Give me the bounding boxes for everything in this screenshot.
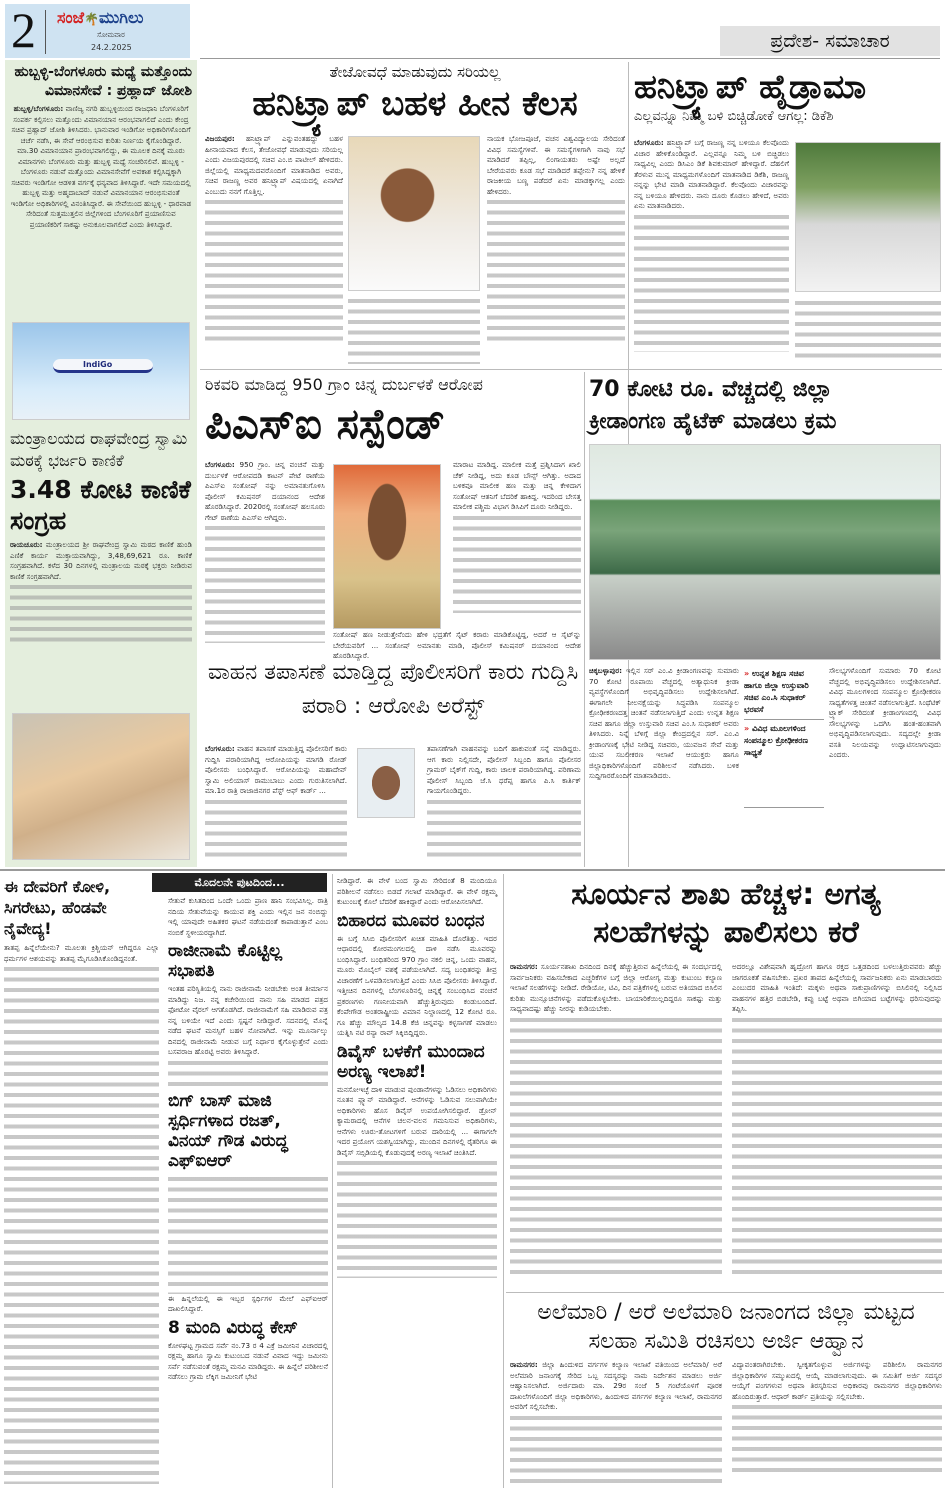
text-lines: [168, 1174, 328, 1294]
psi-body-col3: [453, 460, 581, 625]
psi-santosh-photo: [333, 464, 441, 629]
article-text: ನಾಯಕ ಭೋಜಪೂಜೆ, ವಚನ ವಿಶ್ವವಿದ್ಯಾಲಯ ಸೇರಿದಂತೆ ವಿವಿಧ ಸಮಸ್ಯೆಗಳಿವೆ. ಈ ಸಮಸ್ಯೆಗಳಿಗಾಗಿ ನಾವು ಸಭೆ ಮಾಡಿದರೆ ತಪ್ಪಿಲ್ಲ, ಲಿಂಗಾಯತರು ಅಷ್ಟೇ ಅಲ್ಲದೆ ಬೇರೆಯವರು ಕೂಡ ಸಭೆ ಮಾಡಿದರೆ ತಪ್ಪೇನು? ನನ್ನ ಹೇಳಿಕೆ ರಾಜಕೀಯ ಬಣ್ಣ ಪಡೆದರೆ ಏನು ಮಾಡಕ್ಕಾಗಲ್ಲ ಎಂದು ಹೇಳಿದರು.: [487, 134, 625, 196]
patil-body-col1: [205, 134, 343, 364]
text-lines: [205, 797, 347, 857]
text-lines: [453, 513, 581, 613]
subhead-case: 8 ಮಂದಿ ವಿರುದ್ಧ ಕೇಸ್: [168, 1317, 298, 1338]
highlight-item: [744, 668, 824, 720]
devotees-photo: [12, 713, 190, 860]
logo-left: ಸಂಜೆ: [57, 8, 84, 27]
car-body-col1: [205, 744, 347, 864]
drama-body-col2: [795, 298, 941, 363]
article-text: ಸೂರ್ಯನಶಾಖ ದಿನದಿಂದ ದಿನಕ್ಕೆ ಹೆಚ್ಚುತ್ತಿರುವ ಹಿನ್ನೆಲೆಯಲ್ಲಿ ಈ ಸಂದರ್ಭದಲ್ಲಿ ಸಾರ್ವಜನಿಕರು ವಹಿಸಬೇಕಾದ ಎಚ್ಚರಿಕೆಗಳ ಬಗ್ಗೆ ಜಿಲ್ಲಾ ಆರೋಗ್ಯ ಮತ್ತು ಕುಟುಂಬ ಕಲ್ಯಾಣ ಇಲಾಖೆ ಸಲಹೆಗಳನ್ನು ನೀಡಿದೆ. ರೇಡಿಯೋ, ಟಿವಿ, ದಿನ ಪತ್ರಿಕೆಗಳಲ್ಲಿ ಬರುವ ಅತಿಯಾದ ಬಿಸಿಲಿನ ಕುರಿತು ಮುನ್ಸೂಚನೆಗಳನ್ನು ಪಡೆದುಕೊಳ್ಳಬೇಕು. ಬಾಯಾರಿಕೆಯಿಲ್ಲದಿದ್ದರೂ ಸಾಕಷ್ಟು ಮತ್ತು ಸಾಧ್ಯವಾದಷ್ಟು ಹೆಚ್ಚು ನೀರನ್ನು ಕುಡಿಯಬೇಕು.: [510, 962, 722, 1013]
dateline: ಹುಬ್ಬಳ್ಳಿ/ಬೆಂಗಳೂರು:: [13, 104, 64, 113]
row-divider: [0, 869, 945, 871]
text-lines: [510, 1413, 722, 1483]
text-lines: [10, 582, 192, 642]
masthead: [5, 4, 190, 58]
masthead-divider: [45, 10, 46, 54]
article-text: ಅದರಲ್ಲೂ ವಿಶೇಷವಾಗಿ ಹೃದ್ರೋಗ ಹಾಗೂ ರಕ್ತದ ಒತ್ತಡದಿಂದ ಬಳಲುತ್ತಿರುವವರು ಹೆಚ್ಚು ಜಾಗರೂಕತೆ ವಹಿಸಬೇಕು. ಪ್ರಖರ ತಾಪದ ಹಿನ್ನೆಲೆಯಲ್ಲಿ ಸಾರ್ವಜನಿಕರು ಏನು ಮಾಡಬಾರದು ಎಂಬುದರ ಮಾಹಿತಿ ಇಂತಿದೆ: ಮಕ್ಕಳು ಅಥವಾ ಸಾಕುಪ್ರಾಣಿಗಳನ್ನು ಬಿಸಿಲಿನಲ್ಲಿ ನಿಲ್ಲಿಸಿದ ವಾಹನಗಳ ಹತ್ತಿರ ಬಿಡಬೇಡಿ, ಕಪ್ಪು ಬಟ್ಟೆ ಅಥವಾ ಬಿಗಿಯಾದ ಬಟ್ಟೆಗಳನ್ನು ಧರಿಸುವುದನ್ನು ತಪ್ಪಿಸಿ.: [732, 962, 942, 1013]
masthead-rule: [200, 58, 940, 59]
text-lines: [4, 964, 159, 1484]
highlight-item: [744, 723, 824, 759]
alemari-headline: ಅಲೆಮಾರಿ / ಅರೆ ಅಲೆಮಾರಿ ಜನಾಂಗದ ಜಿಲ್ಲಾ ಮಟ್ಟದ ಸಲಹಾ ಸಮಿತಿ ರಚಿಸಲು ಅರ್ಜಿ ಆಹ್ವಾನ: [537, 1300, 915, 1354]
psi-kicker: ರಿಕವರಿ ಮಾಡಿದ್ದ 950 ಗ್ರಾಂ ಚಿನ್ನ ದುರ್ಬಳಕೆ ಆರೋಪ: [205, 375, 483, 394]
dateline: ಬೆಂಗಳೂರು:: [634, 138, 664, 147]
sun-article: [510, 876, 942, 1288]
dateline: ಬೆಂಗಳೂರು:: [205, 460, 235, 469]
column-divider: [584, 372, 585, 867]
article-text: ಇಂತಹ ಪರಿಸ್ಥಿತಿಯಲ್ಲಿ ನಾನು ರಾಜೀನಾಮೆ ನೀಡಬೇಕು ಅಂತ ತೀರ್ಮಾನ ಮಾಡಿದ್ದು ನಿಜ. ನನ್ನ ಕಚೇರಿಯಿಂದ ನಾನು ಸಹಿ ಮಾಡದ ಪತ್ರದ ಫೋಟೋ ವೈರಲ್ ಆಗತೊಡಗಿದೆ. ರಾಜೀನಾಮೆಗೆ ಸಹಿ ಮಾಡಿರುವ ಪತ್ರ ನನ್ನ ಬಳಿಯೇ ಇದೆ ಎಂದು ಸ್ಪಷ್ಟನೆ ನೀಡಿದ್ದಾರೆ. ಸದನದಲ್ಲಿ ಮೊನ್ನೆ ನಡೆದ ಘಟನೆ ಮನಸ್ಸಿಗೆ ಬಹಳ ನೋವಾಗಿದೆ. ಇನ್ನು ಮೂರ್ನಾಲ್ಕು ದಿನದಲ್ಲಿ ರಾಜೀನಾಮೆ ನೀಡುವ ಬಗ್ಗೆ ನಿರ್ಧಾರ ಕೈಗೊಳ್ಳುತ್ತೇನೆ ಎಂದು ಬಸವರಾಜ ಹೊರಟ್ಟಿ ಅವರು ತಿಳಿಸಿದ್ದಾರೆ.: [168, 984, 328, 1056]
article-text: ಸೇತುವೆ ಕುಸಿತದಿಂದ ಒಂದೇ ಒಂದು ಪ್ರಾಣ ಹಾನಿ ಸಂಭವಿಸಿಲ್ಲ. ರಾತ್ರಿ ನದಿಯ ಸೇತುವೆಯನ್ನು ಕಾಯುವ ಶಕ್ತಿ ಎಂದು ಇಲ್ಲಿನ ಜನ ನಂಬಿದ್ದು ಇಲ್ಲಿ ಯಾವುದೇ ಅಹಿತಕರ ಘಟನೆ ನಡೆಯದಂತೆ ಕಾಪಾಡುತ್ತಾನೆ ಎಂಬ ನಂಬಿಕೆ ಸ್ಥಳೀಯರದ್ದಾಗಿದೆ.: [168, 896, 328, 937]
stadium-article: [589, 374, 941, 868]
patil-body-col2: [348, 296, 480, 364]
day: ಸೋಮವಾರ: [97, 31, 125, 39]
flight-article: [10, 63, 192, 318]
mantralaya-article: [10, 428, 192, 708]
stadium-headline-1: 70 ಕೋಟಿ ರೂ. ವೆಚ್ಚದಲ್ಲಿ ಜಿಲ್ಲಾ: [589, 377, 833, 402]
mantralaya-kicker: ಮಂತ್ರಾಲಯದ ರಾಘವೇಂದ್ರ ಸ್ವಾಮಿ ಮಠಕ್ಕೆ ಭರ್ಜರಿ ಕಾಣಿಕೆ: [10, 429, 188, 470]
stadium-photo: [589, 444, 941, 660]
car-body-col2: [427, 744, 581, 864]
psi-body-col1: [205, 460, 325, 650]
text-lines: [427, 797, 581, 857]
chicken-body: [4, 943, 159, 1483]
front-page-label: ಮೊದಲನೇ ಪುಟದಿಂದ...: [152, 873, 327, 892]
sun-headline: ಸೂರ್ಯನ ಶಾಖ ಹೆಚ್ಚಳ: ಅಗತ್ಯ ಸಲಹೆಗಳನ್ನು ಪಾಲಿಸಲು ಕರೆ: [571, 877, 881, 950]
bullet-icon: »: [744, 724, 750, 733]
article-text: ಈ ಬಗ್ಗೆ ಸಿಸಿಬಿ ಪೊಲೀಸರಿಗೆ ಖಚಿತ ಮಾಹಿತಿ ದೊರೆತಿತ್ತು. ಇದರ ಆಧಾರದಲ್ಲಿ ಕೋರಮಂಗಲದಲ್ಲಿ ದಾಳಿ ನಡೆಸಿ ಮೂವರನ್ನು ಬಂಧಿಸಿದ್ದಾರೆ. ಬಂಧಿತರಿಂದ 970 ಗ್ರಾಂ ನಕಲಿ ಚಿನ್ನ, ಒಂದು ವಾಹನ, ಮೂರು ಮೊಬೈಲ್ ವಶಕ್ಕೆ ಪಡೆಯಲಾಗಿದೆ. ಸದ್ಯ ಬಂಧಿತರನ್ನು ತೀವ್ರ ವಿಚಾರಣೆಗೆ ಒಳಪಡಿಸಲಾಗುತ್ತಿದೆ ಎಂದು ಸಿಸಿಬಿ ಪೊಲೀಸರು ತಿಳಿಸಿದ್ದಾರೆ. ಇತ್ತೀಚಿನ ದಿನಗಳಲ್ಲಿ ಬೆಂಗಳೂರಿನಲ್ಲಿ ಚಿನ್ನಕ್ಕೆ ಸಂಬಂಧಿಸಿದ ವಂಚನೆ ಪ್ರಕರಣಗಳು ಗಣನೀಯವಾಗಿ ಹೆಚ್ಚುತ್ತಿರುವುದು ಕಂಡುಬಂದಿದೆ. ಕೆಂಪೇಗೌಡ ಅಂತರಾಷ್ಟ್ರೀಯ ವಿಮಾನ ನಿಲ್ದಾಣದಲ್ಲಿ 12 ಕೋಟಿ ರೂ. ಗೂ ಹೆಚ್ಚು ಮೌಲ್ಯದ 14.8 ಕೆಜಿ ಚಿನ್ನವನ್ನು ಕಳ್ಳಸಾಗಣೆ ಮಾಡಲು ಯತ್ನಿಸಿ ನಟಿ ರನ್ಯಾ ರಾವ್ ಸಿಕ್ಕಿಬಿದ್ದಿದ್ದರು.: [337, 933, 497, 1037]
article-text: ಹನಿಟ್ರ್ಯಾಪ್ ಬಗ್ಗೆ ರಾಜಣ್ಣ ನನ್ನ ಬಳಿಯೂ ಕೆಲವೊಂದು ವಿಚಾರ ಹೇಳಿಕೊಂಡಿದ್ದಾರೆ. ಎಲ್ಲವನ್ನೂ ನಿಮ್ಮ ಬಳಿ ಬಿಚ್ಚಿಡಲು ಸಾಧ್ಯವಿಲ್ಲ ಎಂದು ಡಿಸಿಎಂ ಡಿಕೆ ಶಿವಕುಮಾರ್ ಹೇಳಿದ್ದಾರೆ. ದೆಹಲಿಗೆ ತೆರಳುವ ಮುನ್ನ ಮಾಧ್ಯಮಗಳೊಂದಿಗೆ ಮಾತನಾಡಿದ ಡಿಕೆಶಿ, ರಾಜಣ್ಣ ನನ್ನನ್ನು ಭೇಟಿ ಮಾಡಿ ಮಾತನಾಡಿದ್ದಾರೆ. ಕೆಲವೊಂದು ವಿಚಾರವನ್ನು ನನ್ನ ಬಳಿಯೂ ಹೇಳಿದರು. ನಾನು ದೂರು ಕೊಡಲು ಹೇಳಿದೆ, ಅವರು ಏನು ಮಾತನಾಡಿದರು.: [634, 138, 789, 210]
car-article: [205, 656, 581, 866]
alemari-body-col2: [732, 1360, 942, 1488]
article-text: ಸೌಲಭ್ಯಗಳೊಂದಿಗೆ ಸುಮಾರು 70 ಕೋಟಿ ವೆಚ್ಚದಲ್ಲಿ ಅಭಿವೃದ್ಧಿಪಡಿಸಲು ಉದ್ದೇಶಿಸಲಾಗಿದೆ. ವಿವಿಧ ಮೂಲಗಳಿಂದ ಸಂಪನ್ಮೂಲ ಕ್ರೋಢೀಕರಣ ಸಾಧ್ಯತೆಗಳತ್ತ ಚಿಂತನೆ ನಡೆಸಲಾಗುತ್ತಿದೆ. ಸಿಂಥೆಟಿಕ್ ಟ್ರ್ಯಾಕ್ ಸೇರಿದಂತೆ ಕ್ರೀಡಾಂಗಣದಲ್ಲಿ ವಿವಿಧ ಸೌಲಭ್ಯಗಳನ್ನು ಒದಗಿಸಿ ಹಂತ-ಹಂತವಾಗಿ ಅಭಿವೃದ್ಧಿಪಡಿಸಲಾಗುವುದು. ಸದ್ಯದಲ್ಲೇ ಕ್ರೀಡಾ ವಸತಿ ನಿಲಯವನ್ನು ಉದ್ಘಾಟಿಸಲಾಗುವುದು ಎಂದರು.: [829, 666, 941, 759]
drama-headline: ಹನಿಟ್ರ್ಯಾಪ್ ಹೈಡ್ರಾಮಾ: [634, 67, 866, 106]
dateline: ಬೆಂಗಳೂರು:: [205, 744, 235, 753]
subhead-bigboss: ಬಿಗ್ ಬಾಸ್ ಮಾಜಿ ಸ್ಪರ್ಧಿಗಳಾದ ರಜತ್, ವಿನಯ್ ಗೌಡ ವಿರುದ್ಧ ಎಫ್ಐಆರ್: [168, 1090, 289, 1171]
text-lines: [487, 197, 625, 347]
psi-headline: ಪಿಎಸ್‌ಐ ಸಸ್ಪೆಂಡ್: [205, 399, 446, 448]
logo: [57, 8, 143, 28]
highlight-text: ವಿವಿಧ ಮೂಲಗಳಿಂದ ಸಂಪನ್ಮೂಲ ಕ್ರೋಢೀಕರಣ ಸಾಧ್ಯತೆ: [744, 724, 809, 757]
text-lines: [732, 1402, 942, 1472]
text-lines: [168, 1058, 328, 1088]
honeytrap-drama-article: [634, 66, 942, 366]
alemari-body-col1: [510, 1360, 722, 1488]
logo-right: ಮುಗಿಲು: [98, 8, 144, 27]
article-text: ಮಾರಾಟ ಮಾಡಿದ್ದ. ಮಾಲೀಕ ಮತ್ತೆ ಪ್ರಶ್ನಿಸಿದಾಗ ಖಾಲಿ ಚೆಕ್ ನೀಡಿದ್ದ, ಅದು ಕೂಡ ಬೌನ್ಸ್ ಆಗಿತ್ತು. ಅದಾದ ಬಳಿಕವೂ ಮಾಲೀಕ ಹಣ ಮತ್ತು ಚಿನ್ನ ಕೇಳಿದಾಗ ಸಂತೋಷ್ ಆತನಿಗೆ ಬೆದರಿಕೆ ಹಾಕಿದ್ದ. ಇದರಿಂದ ಬೇಸತ್ತ ಮಾಲೀಕ ಪಶ್ಚಿಮ ವಿಭಾಗ ಡಿಸಿಪಿಗೆ ದೂರು ನೀಡಿದ್ದರು.: [453, 460, 581, 511]
alemari-article: [510, 1298, 942, 1490]
patil-photo: [348, 136, 480, 291]
mantralaya-headline: 3.48 ಕೋಟಿ ಕಾಣಿಕೆ ಸಂಗ್ರಹ: [10, 475, 191, 535]
palm-icon: 🌴: [83, 12, 99, 26]
dateline: ರಾಮನಗರ:: [510, 1360, 538, 1369]
article-text: ವಿದ್ಯಾವಂತರಾಗಿರಬೇಕು. ಸ್ವೀಕೃತಗೊಳ್ಳುವ ಅರ್ಜಿಗಳನ್ನು ಪರಿಶೀಲಿಸಿ ರಾಮನಗರ ಜಿಲ್ಲಾಧಿಕಾರಿಗಳ ಸಮ್ಮುಖದಲ್ಲಿ ಆಯ್ಕೆ ಮಾಡಲಾಗುವುದು. ಈ ಸಮಿತಿಗೆ ಅರ್ಜಿ ಸದಸ್ಯರ ಆಯ್ಕೆಗೆ ಪಂಗಗಳುವ ಅಥವಾ ತಿರಸ್ಕರಿಸುವ ಅಧಿಕಾರವು ರಾಮನಗರ ಜಿಲ್ಲಾಧಿಕಾರಿಗಳು ಹೊಂದಿರುತ್ತಾರೆ. ಆಧಾರ್ ಕಾರ್ಡ್ ಪ್ರತಿಯನ್ನು ಸಲ್ಲಿಸಬೇಕು.: [732, 1360, 942, 1401]
mantralaya-body: [10, 540, 192, 632]
honeytrap-patil-article: [205, 62, 625, 367]
patil-body-col3: [487, 134, 625, 364]
flight-headline: ಹುಬ್ಬಳ್ಳಿ-ಬೆಂಗಳೂರು ಮಧ್ಯೆ ಮತ್ತೊಂದು ವಿಮಾನಸೇವೆ : ಪ್ರಹ್ಲಾದ್ ಜೋಶಿ: [14, 64, 192, 99]
highlight-text: ಉನ್ನತ ಶಿಕ್ಷಣ ಸಚಿವ ಹಾಗೂ ಜಿಲ್ಲಾ ಉಸ್ತುವಾರಿ ಸಚಿವ ಎಂ.ಸಿ ಸುಧಾಕರ್ ಭರವಸೆ: [744, 669, 809, 714]
chicken-headline: ಈ ದೇವರಿಗೆ ಕೋಳಿ, ಸಿಗರೇಟು, ಹೆಂಡವೇ ನೈವೇದ್ಯ!: [4, 877, 111, 938]
stadium-highlights: [744, 668, 824, 808]
column-divider: [503, 874, 504, 1488]
dateline: ರಾಯಚೂರು:: [10, 540, 43, 549]
bullet-icon: »: [744, 669, 750, 678]
subhead-bihar: ಬಿಹಾರದ ಮೂವರ ಬಂಧನ: [337, 910, 485, 931]
sun-body-col2: [732, 962, 942, 1286]
article-text: ಕೋಳಘಟ್ಟ ಗ್ರಾಮದ ಸರ್ವೆ ನಂ.73 ರ 4 ಎಕ್ರೆ ಜಮೀನಿನ ವಿಚಾರದಲ್ಲಿ ರಕ್ಷಮ್ಮ ಹಾಗೂ ಸ್ವಾಮಿ ಕುಟುಂಬದ ನಡುವೆ ವಿವಾದ ಇದ್ದು ಜಮೀನು ಸರ್ವೆ ನಡೆಸುವಂತೆ ರಕ್ಷಮ್ಮ ಮನವಿ ಮಾಡಿದ್ದರು. ಈ ಹಿನ್ನೆಲೆ ಪರಿಶೀಲನೆ ನಡೆಸಲು ಗ್ರಾಮ ಲೆಕ್ಕಿಗ ಜಮೀನಿಗೆ ಭೇಟಿ: [168, 1340, 328, 1381]
stadium-body-col2: [829, 666, 941, 866]
article-text: ಜಿಲ್ಲಾ ಹಿಂದುಳಿದ ವರ್ಗಗಳ ಕಲ್ಯಾಣ ಇಲಾಖೆ ವತಿಯಿಂದ ಅಲೆಮಾರಿ/ ಅರೆ ಅಲೆಮಾರಿ ಜನಾಂಗಕ್ಕೆ ಸೇರಿದ ಒಬ್ಬ ಸದಸ್ಯರನ್ನು ನಾಮ ನಿರ್ದೇಶನ ಮಾಡಲು ಅರ್ಜಿ ಆಹ್ವಾನಿಸಲಾಗಿದೆ. ಅರ್ಜಿದಾರು ಮಾ. 29ರ ಸಂಜೆ 5 ಗಂಟೆಯೊಳಗೆ ಪೂರಕ ದಾಖಲೆಗಳೊಂದಿಗೆ ಜಿಲ್ಲಾ ಅಧಿಕಾರಿಗಳು, ಹಿಂದುಳಿದ ವರ್ಗಗಳ ಕಲ್ಯಾಣ ಇಲಾಖೆ, ರಾಮನಗರ ಅವರಿಗೆ ಸಲ್ಲಿಸಬೇಕು.: [510, 1360, 722, 1411]
drama-subhead: ಎಲ್ಲವನ್ನೂ ನಿಮ್ಮ ಬಳಿ ಬಿಚ್ಚಿಡೋಕೆ ಆಗಲ್ಲ: ಡಿಕೆಶಿ: [634, 109, 834, 124]
flight-body: [10, 104, 192, 284]
text-lines: [510, 1015, 722, 1275]
article-text: 950 ಗ್ರಾಂ. ಚಿನ್ನ ವಂಚನೆ ಮತ್ತು ದುರ್ಬಳಕೆ ಆರೋಪದಡಿ ಕಾಟನ್ ಪೇಟೆ ಠಾಣೆಯ ಪಿಎಸ್‌ಐ ಸಂತೋಷ್ ನನ್ನು ಅಮಾನತುಗೊಳಿಸಿ ಪೊಲೀಸ್ ಕಮಿಷನರ್ ದಯಾನಂದ ಆದೇಶ ಹೊರಡಿಸಿದ್ದಾರೆ. 2020ರಲ್ಲಿ ಸಂತೋಷ್ ಹಲಸೂರು ಗೇಟ್ ಠಾಣೆಯ ಪಿಎಸ್‌ಐ ಆಗಿದ್ದರು.: [205, 460, 325, 522]
article-text: ಹನಿಟ್ರ್ಯಾಪ್ ಎನ್ನುವಂತಹದ್ದು ಬಹಳ ಹೀನಾಯವಾದ ಕೆಲಸ, ತೇಜೋವಧೆ ಮಾಡುವುದು ಸರಿಯಲ್ಲ ಎಂದು ವಿಜಯಪುರದಲ್ಲಿ ಸಚಿವ ಎಂ.ಬಿ ಪಾಟೀಲ್ ಹೇಳಿದರು. ಜಿಲ್ಲೆಯಲ್ಲಿ ಮಾಧ್ಯಮದವರೊಂದಿಗೆ ಮಾತನಾಡಿದ ಅವರು, ಸಚಿವ ರಾಜಣ್ಣ ಅವರ ಹನಿಟ್ರ್ಯಾಪ್ ವಿಷಯದಲ್ಲಿ ಏನಾಗಿದೆ ಎಂಬುದು ನನಗೆ ಗೊತ್ತಿಲ್ಲ.: [205, 134, 343, 196]
row-divider: [200, 369, 942, 370]
chicken-article: [4, 876, 159, 1488]
article-text: ಮನಸೋಇಚ್ಛೆ ದಾಳಿ ಮಾಡುವ ಪುಂಡಾನೆಗಳನ್ನು ಓಡಿಸಲು ಅಧಿಕಾರಿಗಳು ನೂತನ ಪ್ಲ್ಯಾನ್ ಮಾಡಿದ್ದಾರೆ. ಆನೆಗಳನ್ನು ಓಡಿಸುವ ಸಲುವಾಗಿಯೇ ಅಧಿಕಾರಿಗಳು ಹೊಸ ಡಿವೈಸ್ ಉಪಯೋಗಿಸಲಿದ್ದಾರೆ. ಡ್ರೋನ್ ಕ್ಯಾಮರಾದಲ್ಲಿ ಆನೆಗಳ ಚಲನ-ವಲನ ಗಮನಿಸುವ ಅಧಿಕಾರಿಗಳು, ಆನೆಗಳು ಊರು-ತೋಟಗಳಿಗೆ ಬರುವ ದಾರಿಯಲ್ಲಿ ... ಈಗಾಗಲೇ ಇದರ ಪ್ರಯೋಗ ಯಶಸ್ವಿಯಾಗಿದ್ದು, ಮುಂದಿನ ದಿನಗಳಲ್ಲಿ ರೈತರಿಗೂ ಈ ಡಿವೈಸ್ ಸಬ್ಸಿಡಿಯಲ್ಲಿ ಕೊಡುವುದಕ್ಕೆ ಅರಣ್ಯ ಇಲಾಖೆ ಚಿಂತಿಸಿದೆ.: [337, 1084, 498, 1157]
subhead-speaker: ರಾಜೀನಾಮೆ ಕೊಟ್ಟಿಲ್ಲ ಸಭಾಪತಿ: [168, 941, 283, 981]
subhead-device: ಡಿವೈಸ್ ಬಳಕೆಗೆ ಮುಂದಾದ ಅರಣ್ಯ ಇಲಾಖೆ!: [337, 1041, 485, 1082]
sun-body-col1: [510, 962, 722, 1286]
text-lines: [205, 197, 343, 347]
text-lines: [205, 523, 325, 643]
stadium-body-col1: [589, 666, 739, 866]
psi-body-bottom: [333, 630, 581, 660]
text-lines: [337, 1158, 497, 1278]
airplane-label: IndiGo: [83, 360, 113, 369]
article-text: ನೀಡಿದ್ದಾರೆ. ಈ ವೇಳೆ ಬಂದ ಸ್ವಾಮಿ ಸೇರಿದಂತೆ 8 ಮಂದಿಯೂ ಪರಿಶೀಲನೆ ನಡೆಸಲು ಬಿಡದೆ ಗಲಾಟೆ ಮಾಡಿದ್ದಾರೆ. ಈ ವೇಳೆ ರಕ್ಷಮ್ಮ ಕುಟುಂಬಕ್ಕೆ ಕೊಲೆ ಬೆದರಿಕೆ ಹಾಕಿದ್ದಾರೆ ಎಂದು ಆರೋಪಿಸಲಾಗಿದೆ.: [337, 876, 497, 906]
article-text: ವಾಣಿಜ್ಯ ನಗರಿ ಹುಬ್ಬಳ್ಳಿಯಿಂದ ರಾಜಧಾನಿ ಬೆಂಗಳೂರಿಗೆ ಸಂಪರ್ಕ ಕಲ್ಪಿಸಲು ಮತ್ತೊಂದು ವಿಮಾನಯಾನ ಆರಂಭವಾಗಲಿದೆ ಎಂದು ಕೇಂದ್ರ ಸಚಿವ ಪ್ರಹ್ಲಾದ್ ಜೋಶಿ ತಿಳಿಸಿದರು. ಭಾನುವಾರ ಇಂಡಿಗೋ ಅಧಿಕಾರಿಗಳೊಂದಿಗೆ ಚರ್ಚೆ ನಡೆಸಿ, ಈ ಸೇವೆ ಆರಂಭಿಸುವ ಕುರಿತು ನಿರ್ಣಯ ಕೈಗೊಂಡಿದ್ದಾರೆ. ಮಾ.30 ವಿಮಾನಯಾನ ಪ್ರಾರಂಭವಾಗಲಿದ್ದು, ಈ ಮೂಲಕ ದಿನಕ್ಕೆ ಮೂರು ವಿಮಾನಗಳು ಬೆಂಗಳೂರು ಮತ್ತು ಹುಬ್ಬಳ್ಳಿ ಮಧ್ಯೆ ಸಂಚರಿಸಲಿವೆ. ಹುಬ್ಬಳ್ಳಿ - ಬೆಂಗಳೂರು ನಡುವೆ ಮತ್ತೊಂದು ವಿಮಾನಸೇವೆಗೆ ಅವಕಾಶ ಕಲ್ಪಿಸಿದ್ದಕ್ಕಾಗಿ ಸಚಿವರು ಇಂಡಿಗೋ ಆಡಳಿತ ವರ್ಗಕ್ಕೆ ಧನ್ಯವಾದ ತಿಳಿಸಿದ್ದಾರೆ. ಇದೇ ಸಮಯದಲ್ಲಿ ಹುಬ್ಬಳ್ಳಿ ಮತ್ತು ಅಹ್ಮದಾಬಾದ್ ನಡುವೆ ವಿಮಾನಯಾನ ಆರಂಭಿಸುವಂತೆ ಇಂಡಿಗೋ ಅಧಿಕಾರಿಗಳಲ್ಲಿ ವಿನಂತಿಸಿದ್ದಾರೆ. ಈ ಸೇವೆಯಿಂದ ಹುಬ್ಬಳ್ಳಿ - ಧಾರವಾಡ ಸೇರಿದಂತೆ ಸುತ್ತಮುತ್ತಲಿನ ಜಿಲ್ಲೆಗಳಿಂದ ಬೆಂಗಳೂರಿಗೆ ಪ್ರಯಾಣಿಸುವ ಪ್ರಯಾಣಿಕರಿಗೆ ಸಾಕಷ್ಟು ಅನುಕೂಲವಾಗಲಿದೆ ಎಂದು ತಿಳಿಸಿದ್ದಾರೆ.: [10, 104, 192, 229]
article-text: ಇಲ್ಲಿನ ಸರ್ ಎಂ.ವಿ ಕ್ರೀಡಾಂಗಣವನ್ನು ಸುಮಾರು 70 ಕೋಟಿ ರೂಪಾಯಿ ವೆಚ್ಚದಲ್ಲಿ ಅತ್ಯಾಧುನಿಕ ಕ್ರೀಡಾ ವ್ಯವಸ್ಥೆಗಳೊಂದಿಗೆ ಅಭಿವೃದ್ಧಿಪಡಿಸಲು ಉದ್ದೇಶಿಸಲಾಗಿದೆ. ಈಗಾಗಲೇ ನೀಲನಕ್ಷೆಯನ್ನು ಸಿದ್ಧಪಡಿಸಿ ಸಂಪನ್ಮೂಲ ಕ್ರೋಢೀಕರಣದತ್ತ ಚಿಂತನೆ ನಡೆಸಲಾಗುತ್ತಿದೆ ಎಂದು ಉನ್ನತ ಶಿಕ್ಷಣ ಸಚಿವ ಹಾಗೂ ಜಿಲ್ಲಾ ಉಸ್ತುವಾರಿ ಸಚಿವ ಎಂ.ಸಿ ಸುಧಾಕರ್ ಅವರು ತಿಳಿಸಿದರು. ನಿನ್ನೆ ಬೆಳಿಗ್ಗೆ ಜಿಲ್ಲಾ ಕೇಂದ್ರದಲ್ಲಿನ ಸರ್. ಎಂ.ವಿ ಕ್ರೀಡಾಂಗಣಕ್ಕೆ ಭೇಟಿ ನೀಡಿದ್ದ ಸಚಿವರು, ಯುವಜನ ಸೇವೆ ಮತ್ತು ಯುವ ಸಬಲೀಕರಣ ಇಲಾಖೆ ಆಯುಕ್ತರು ಹಾಗೂ ಜಿಲ್ಲಾಧಿಕಾರಿಗಳೊಂದಿಗೆ ಪರಿಶೀಲನೆ ನಡೆಸಿದರು. ಬಳಿಕ ಸುದ್ದಿಗಾರರೊಂದಿಗೆ ಮಾತನಾಡಿದರು.: [589, 666, 739, 780]
article-text: ವಾಹನ ತಪಾಸಣೆ ಮಾಡುತ್ತಿದ್ದ ಪೊಲೀಸರಿಗೆ ಕಾರು ಗುದ್ದಿಸಿ ಪರಾರಿಯಾಗಿದ್ದ ಆರೋಪಿಯನ್ನು ಮಾಗಡಿ ರೋಡ್ ಪೊಲೀಸರು ಬಂಧಿಸಿದ್ದಾರೆ. ಆರೋಪಿಯನ್ನು ಮಹಾದೇವ್ ಸ್ವಾಮಿ ಅಲಿಯಾಸ್ ರಾಮುಬಾಬು ಎಂದು ಗುರುತಿಸಲಾಗಿದೆ. ಮಾ.1ರ ರಾತ್ರಿ ರಾಜಾಜಿನಗರ ಪೆಸ್ಟ್ ಆಫ್ ಕಾರ್ಡ್ ...: [205, 744, 347, 795]
psi-article: [205, 374, 581, 660]
article-text: ಸಂತೋಷ್ ಹಣ ನೀಡುತ್ತೇನೆಂದು ಹೇಳಿ ಭದ್ರತೆಗೆ ಸೈಟ್ ಕರಾರು ಮಾಡಿಕೊಟ್ಟಿದ್ದ, ಅದರೆ ಆ ಸೈಟ್‌ನ್ನು ಬೇರೆಯವರಿಗೆ ... ಸಂತೋಷ್ ಅಮಾನತು ಮಾಡಿ, ಪೊಲೀಸ್ ಕಮಿಷನರ್ ದಯಾನಂದ ಆದೇಶ ಹೊರಡಿಸಿದ್ದಾರೆ.: [333, 630, 581, 660]
article-text: ಈ ಹಿನ್ನಲೆಯಲ್ಲಿ ಈ ಇಬ್ಬರ ಸ್ಪರ್ಧಿಗಳ ಮೇಲೆ ಎಫ್‌ಐಆರ್ ದಾಖಲಿಸಿದ್ದಾರೆ.: [168, 1293, 328, 1313]
dateline: ರಾಮನಗರ:: [510, 962, 538, 971]
date: 24.2.2025: [91, 43, 132, 52]
airplane-photo: [12, 322, 190, 420]
accused-photo: [357, 748, 415, 818]
drama-body-col1: [634, 138, 789, 363]
article-text: ಮಂತ್ರಾಲಯದ ಶ್ರೀ ರಾಘವೇಂದ್ರ ಸ್ವಾಮಿ ಮಠದ ಕಾಣಿಕೆ ಹುಂಡಿ ಎಣಿಕೆ ಕಾರ್ಯ ಮುಕ್ತಾಯವಾಗಿದ್ದು, 3,48,69,621 ರೂ. ಕಾಣಿಕೆ ಸಂಗ್ರಹವಾಗಿದೆ. ಕಳೆದ 30 ದಿನಗಳಲ್ಲಿ ಮಂತ್ರಾಲಯ ಮಠಕ್ಕೆ ಭಕ್ತರು ನೀಡಿರುವ ಕಾಣಿಕೆ ಸಂಗ್ರಹವಾಗಿದೆ.: [10, 540, 192, 581]
dk-shivakumar-photo: [795, 142, 941, 292]
page-number: 2: [11, 2, 36, 58]
text-lines: [732, 1015, 942, 1275]
text-lines: [634, 212, 789, 352]
column-divider: [332, 874, 333, 1488]
row-divider: [506, 1292, 944, 1293]
continuation-col1: [168, 896, 328, 1488]
article-text: ತಪಾಸಣೆಗಾಗಿ ವಾಹನವನ್ನು ಬದಿಗೆ ಹಾಕುವಂತೆ ಸನ್ನೆ ಮಾಡಿದ್ದರು. ಆಗ ಕಾರು ನಿಲ್ಲಿಸದೇ, ಪೊಲೀಸ್ ಸಿಬ್ಬಂದಿ ಹಾಗೂ ಪೊಲೀಸರ ಗ್ರಾಮರ್ ಬೈಕ್‌ಗೆ ಗುದ್ದಿ, ಕಾರು ಚಾಲಕ ಪರಾರಿಯಾಗಿದ್ದ. ಪರಿಣಾಮ ಪೊಲೀಸ್ ಸಿಬ್ಬಂದಿ ಜೆ.ಸಿ ಧರೆಪ್ಪ ಹಾಗೂ ಪಿ.ಸಿ ಕಾರ್ತಿಕ್ ಗಾಯಗೊಂಡಿದ್ದರು.: [427, 744, 581, 795]
stadium-headline-2: ಕ್ರೀಡಾಂಗಣ ಹೈಟೆಕ್ ಮಾಡಲು ಕ್ರಮ: [589, 409, 837, 434]
dateline: ಚಿಕ್ಕಬಳ್ಳಾಪುರ:: [589, 666, 623, 675]
continuation-col2: [337, 876, 497, 1488]
car-headline: ವಾಹನ ತಪಾಸಣೆ ಮಾಡ್ತಿದ್ದ ಪೊಲೀಸರಿಗೆ ಕಾರು ಗುದ್ದಿಸಿ ಪರಾರಿ : ಆರೋಪಿ ಅರೆಸ್ಟ್: [207, 660, 579, 719]
article-text: ತಾತಪ್ಪ ಹಿನ್ನೆಲೆಯೇನು? ಮೂಲತಃ ಕ್ರಿಶ್ಚಿಯನ್ ಆಗಿದ್ದರೂ ಎಲ್ಲಾ ಧರ್ಮಗಳ ಆಶಯವನ್ನು ತಾತಪ್ಪ ಮೈಗೂಡಿಸಿಕೊಂಡಿದ್ದನಂತೆ.: [4, 943, 159, 963]
patil-kicker: ತೇಜೋವಧೆ ಮಾಡುವುದು ಸರಿಯಲ್ಲ: [329, 63, 501, 81]
section-label: ಪ್ರದೇಶ- ಸಮಾಚಾರ: [720, 26, 940, 56]
dateline: ವಿಜಯಪುರ:: [205, 134, 235, 143]
patil-headline: ಹನಿಟ್ರ್ಯಾಪ್ ಬಹಳ ಹೀನ ಕೆಲಸ: [252, 84, 578, 124]
